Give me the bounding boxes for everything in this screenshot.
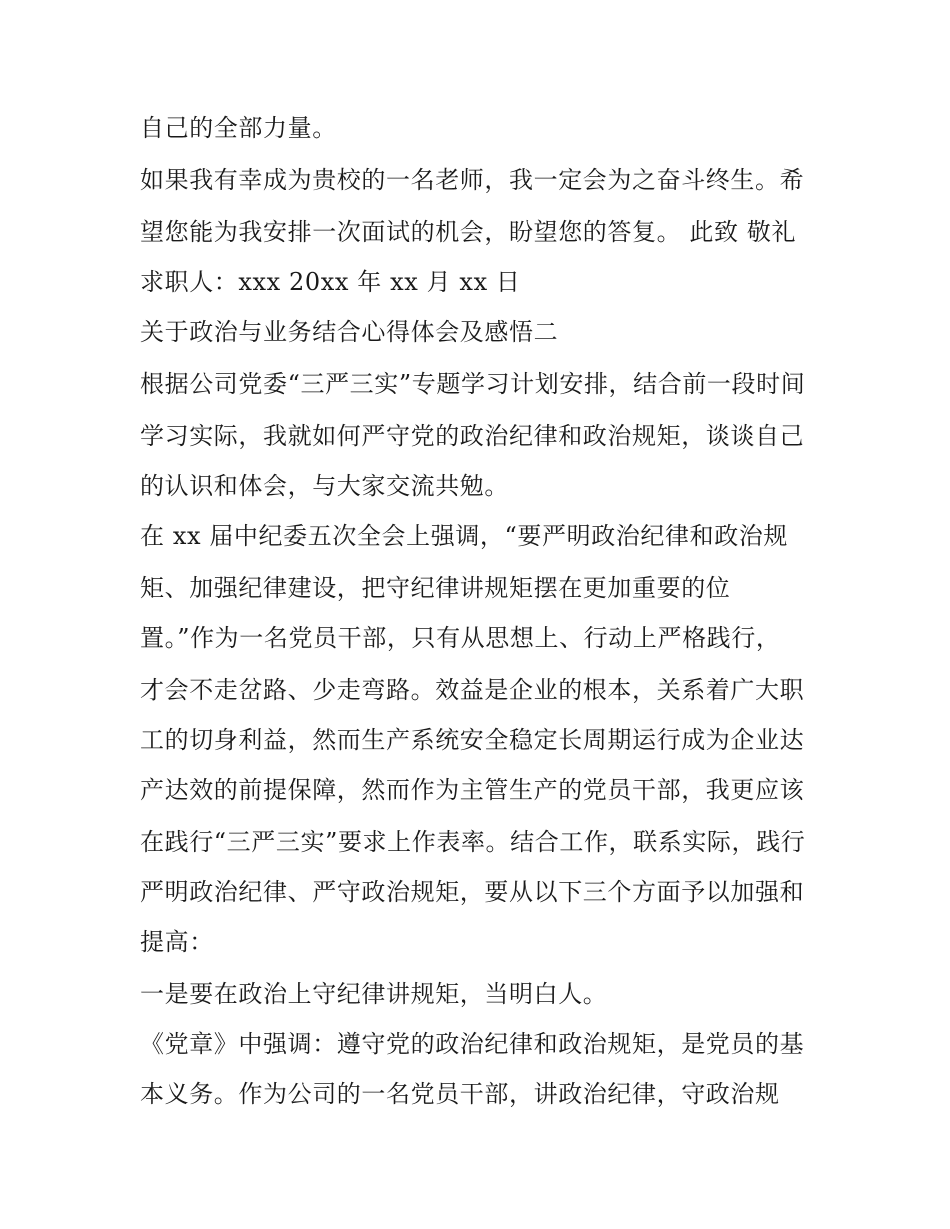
text-line: 工的切身利益，然而生产系统安全稳定长周期运行成为企业达 [140,726,805,754]
text-line: 学习实际，我就如何严守党的政治纪律和政治规矩，谈谈自己 [140,422,805,450]
text-line: 严明政治纪律、严守政治规矩，要从以下三个方面予以加强和 [140,878,805,906]
section-heading: 关于政治与业务结合心得体会及感悟二 [140,318,559,346]
text-line: 产达效的前提保障，然而作为主管生产的党员干部，我更应该 [140,776,805,804]
text-line: 一是要在政治上守纪律讲规矩，当明白人。 [140,980,608,1008]
text-line: 提高： [140,928,214,956]
text-line: 望您能为我安排一次面试的机会，盼望您的答复。 此致 敬礼 [140,218,797,246]
text-line: 矩、加强纪律建设，把守纪律讲规矩摆在更加重要的位 [140,574,731,602]
text-line: 求职人：xxx 20xx 年 xx 月 xx 日 [140,268,521,296]
text-line: 才会不走岔路、少走弯路。效益是企业的根本，关系着广大职 [140,676,805,704]
text-line: 在 xx 届中纪委五次全会上强调，“要严明政治纪律和政治规 [140,522,788,550]
text-line: 根据公司党委“三严三实”专题学习计划安排，结合前一段时间 [140,370,806,398]
text-line: 如果我有幸成为贵校的一名老师，我一定会为之奋斗终生。希 [140,166,805,194]
text-line: 本义务。作为公司的一名党员干部，讲政治纪律，守政治规 [140,1080,780,1108]
text-line: 自己的全部力量。 [140,114,337,142]
text-line: 置。”作为一名党员干部，只有从思想上、行动上严格践行， [140,624,781,652]
text-line: 在践行“三严三实”要求上作表率。结合工作，联系实际，践行 [140,828,806,856]
text-line: 的认识和体会，与大家交流共勉。 [140,472,509,500]
text-line: 《党章》中强调：遵守党的政治纪律和政治规矩，是党员的基 [140,1030,805,1058]
